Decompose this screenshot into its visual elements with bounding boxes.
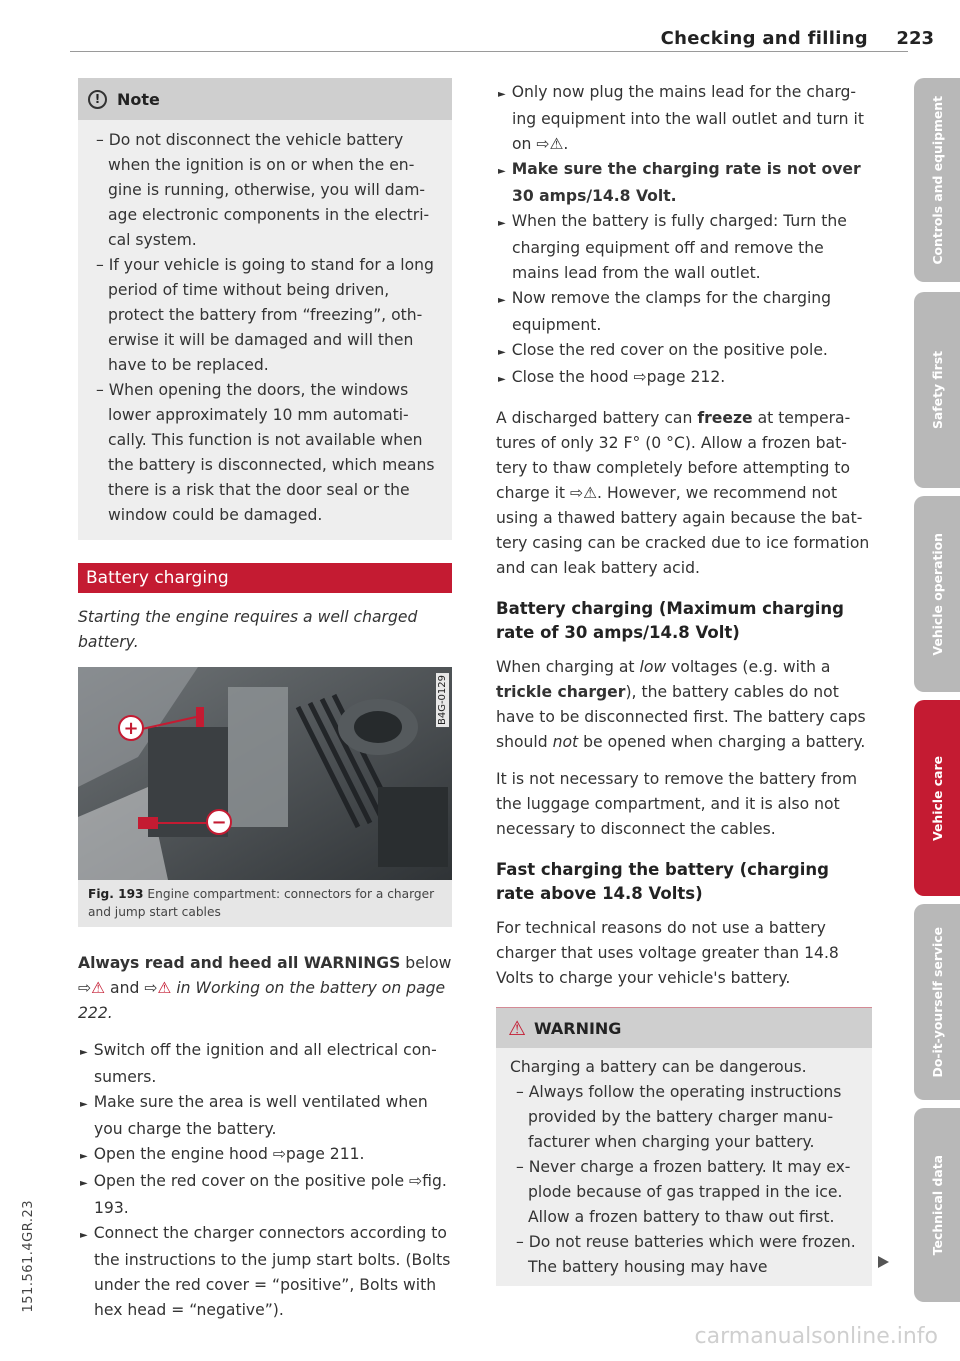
- note-title: Note: [117, 89, 160, 109]
- positive-pole-marker: +: [118, 715, 144, 741]
- list-item: ► Open the engine hood ⇨page 211.: [80, 1145, 365, 1163]
- subheading-fast-charging: Fast charging the battery (charging rate above 14.8 Volts): [496, 860, 829, 903]
- continued-arrow-icon: [878, 1256, 889, 1268]
- warnings-reference: Always read and heed all WARNINGS below ⇨⚠ and ⇨⚠ in Working on the battery on page 222.: [78, 954, 452, 1022]
- tab-safety-first[interactable]: Safety first: [914, 292, 960, 488]
- figure-label: Fig. 193: [88, 887, 144, 901]
- warning-body: [496, 1048, 872, 1286]
- figure-code: B4G-0129: [437, 675, 448, 726]
- warning-triangle-icon: ⚠: [91, 979, 106, 997]
- tab-technical-data[interactable]: Technical data: [914, 1108, 960, 1302]
- list-item: ► Now remove the clamps for the charging equipment.: [498, 289, 832, 334]
- watermark: carmanualsonline.info: [694, 1324, 938, 1349]
- steps-left-list: [78, 1038, 452, 1323]
- list-item: ► Make sure the charging rate is not over 30 amps/14.8 Volt.: [498, 160, 861, 205]
- section-intro: Starting the engine requires a well charged battery.: [78, 608, 418, 651]
- note-body: [78, 120, 452, 540]
- document-code: 151.561.4GR.23: [21, 1200, 36, 1313]
- paragraph: When charging at low voltages (e.g. with a trickle charger), the battery cables do not have to be disconnected first. The battery caps should not be opened when charging a battery.: [496, 658, 866, 751]
- warning-title: WARNING: [533, 1018, 622, 1038]
- warning-box: [496, 1007, 872, 1286]
- list-item: ► Close the hood ⇨page 212.: [498, 368, 726, 386]
- list-item: ► Make sure the area is well ventilated when you charge the battery.: [80, 1093, 428, 1138]
- note-item: – Do not disconnect the vehicle battery when the ignition is on or when the engine is running, otherwise, you will damage electronic components in the electrical system.: [96, 131, 430, 249]
- engine-photo-illustration: [78, 667, 452, 880]
- subheading-max-charging-rate: Battery charging (Maximum charging rate of 30 amps/14.8 Volt): [496, 599, 844, 642]
- page-number: 223: [896, 28, 934, 49]
- tab-vehicle-care[interactable]: Vehicle care: [914, 700, 960, 896]
- right-column: [496, 80, 872, 1286]
- section-heading-battery-charging: Battery charging: [78, 563, 452, 593]
- tab-vehicle-operation[interactable]: Vehicle operation: [914, 496, 960, 692]
- warning-item: – Never charge a frozen battery. It may explode because of gas trapped in the ice. Allow a frozen battery to thaw out first.: [516, 1158, 851, 1226]
- note-box: [78, 78, 452, 540]
- warning-item: – Do not reuse batteries which were frozen. The battery housing may have: [516, 1233, 856, 1276]
- negative-pole-marker: −: [206, 809, 232, 835]
- warning-triangle-icon: ⚠: [157, 979, 172, 997]
- list-item: ► Close the red cover on the positive pole.: [498, 341, 828, 359]
- left-column: [78, 78, 452, 1323]
- list-item: ► Open the red cover on the positive pole ⇨fig. 193.: [80, 1172, 447, 1217]
- figure-caption: [78, 880, 452, 927]
- figure-caption-text: Engine compartment: connectors for a charger and jump start cables: [88, 887, 435, 919]
- warning-triangle-icon: ⚠: [508, 1016, 526, 1040]
- steps-right-list: [496, 80, 872, 392]
- warning-header: [496, 1008, 872, 1048]
- note-header: [78, 78, 452, 120]
- freeze-paragraph: A discharged battery can freeze at temperatures of only 32 F° (0 °C). Allow a frozen battery to thaw completely before attempting to charge it ⇨⚠. However, we recommend not using a thawed battery again because the battery casing can be cracked due to ice formation and can leak battery acid.: [496, 409, 870, 577]
- running-header-title: Checking and filling: [660, 28, 868, 49]
- list-item: ► Connect the charger connectors according to the instructions to the jump start bolts. (Bolts under the red cover = “positive”, Bolts with hex head = “negative”).: [80, 1224, 451, 1319]
- list-item: ► When the battery is fully charged: Turn the charging equipment off and remove the mains lead from the wall outlet.: [498, 212, 847, 282]
- header-rule: [70, 51, 908, 52]
- warning-lead: Charging a battery can be dangerous.: [510, 1058, 807, 1076]
- engine-compartment-figure: [78, 667, 452, 880]
- exclamation-circle-icon: !: [88, 90, 107, 109]
- paragraph: It is not necessary to remove the battery from the luggage compartment, and it is also not necessary to disconnect the cables.: [496, 770, 858, 838]
- warning-item: – Always follow the operating instructions provided by the battery charger manufacturer when charging your battery.: [516, 1083, 842, 1151]
- note-item: – If your vehicle is going to stand for a long period of time without being driven, protect the battery from “freezing”, otherwise it will be damaged and will then have to be replaced.: [96, 256, 434, 374]
- list-item: ► Only now plug the mains lead for the charging equipment into the wall outlet and turn it on ⇨⚠.: [498, 83, 864, 153]
- tab-controls-and-equipment[interactable]: Controls and equipment: [914, 78, 960, 282]
- note-item: – When opening the doors, the windows lower approximately 10 mm automatically. This function is not available when the battery is disconnected, which means there is a risk that the door seal or the window could be damaged.: [96, 381, 435, 524]
- paragraph: For technical reasons do not use a battery charger that uses voltage greater than 14.8 Volts to charge your vehicle's battery.: [496, 919, 839, 987]
- tab-do-it-yourself-service[interactable]: Do-it-yourself service: [914, 904, 960, 1100]
- list-item: ► Switch off the ignition and all electrical consumers.: [80, 1041, 437, 1086]
